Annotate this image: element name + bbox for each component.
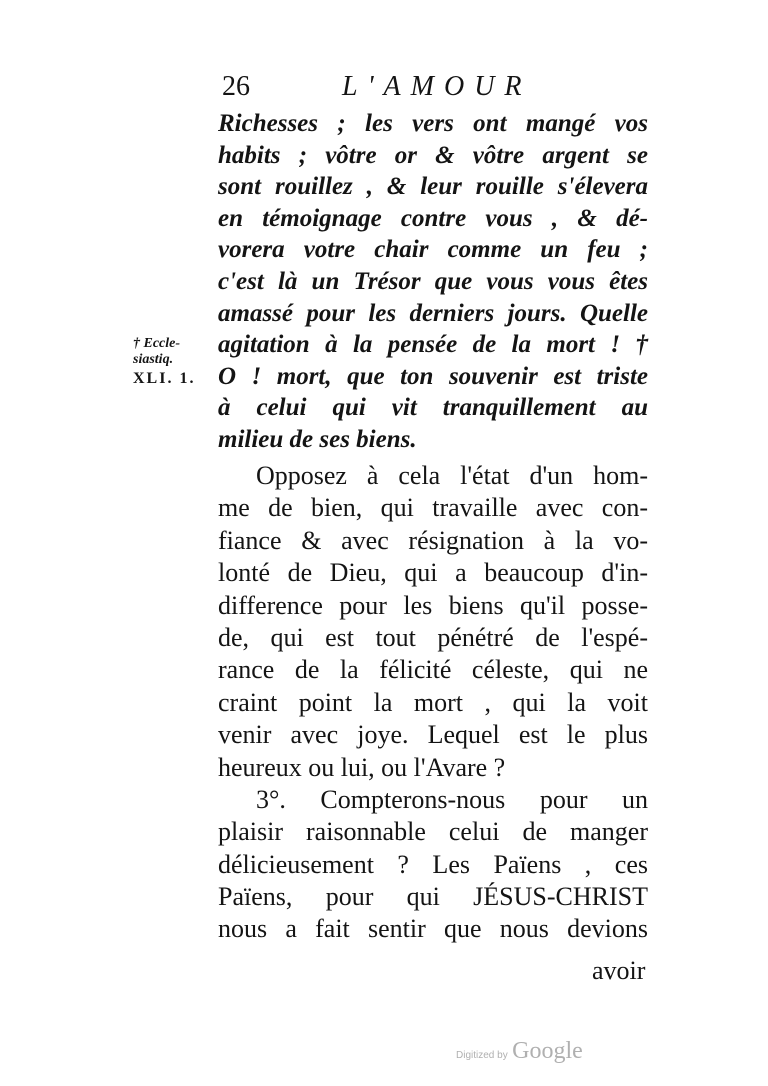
margin-note-line: XLI. 1. — [133, 370, 196, 387]
margin-note-line: siastiq. — [133, 352, 174, 367]
text-line: Richesses ; les vers ont mangé vos — [218, 110, 648, 137]
running-title: L'AMOUR — [342, 71, 532, 102]
italic-quotation — [218, 108, 648, 456]
text-line: Païens, pour qui JÉSUS-CHRIST — [218, 882, 648, 912]
text-line: habits ; vôtre or & vôtre argent se — [218, 141, 648, 169]
digitized-label: Digitized by — [456, 1050, 508, 1061]
text-line: 3°. Compterons-nous pour un — [256, 784, 648, 814]
text-line: fiance & avec résignation à la vo- — [218, 525, 648, 555]
text-line: heureux ou lui, ou l'Avare ? — [218, 752, 506, 782]
text-line: agitation à la pensée de la mort ! † — [218, 331, 648, 359]
margin-note-line: † Eccle- — [133, 336, 181, 351]
text-line: craint point la mort , qui la voit — [218, 687, 648, 717]
text-line: rance de la félicité céleste, qui ne — [218, 655, 648, 685]
text-line: Opposez à cela l'état d'un hom- — [256, 461, 648, 490]
text-line: milieu de ses biens. — [218, 425, 417, 453]
text-line: plaisir raisonnable celui de manger — [218, 817, 648, 847]
text-line: lonté de Dieu, qui a beaucoup d'in- — [218, 558, 648, 588]
text-line: venir avec joye. Lequel est le plus — [218, 720, 648, 750]
text-line: vorera votre chair comme un feu ; — [218, 236, 648, 264]
text-line: O ! mort, que ton souvenir est triste — [218, 362, 648, 390]
text-line: de, qui est tout pénétré de l'espé- — [218, 622, 648, 652]
text-line: sont rouillez , & leur rouille s'élevera — [218, 173, 648, 201]
text-line: amassé pour les derniers jours. Quelle — [218, 299, 648, 327]
text-line: me de bien, qui travaille avec con- — [218, 493, 648, 523]
text-line: en témoignage contre vous , & dé- — [218, 204, 648, 232]
text-line: à celui qui vit tranquillement au — [218, 394, 648, 422]
text-line: difference pour les biens qu'il posse- — [218, 590, 648, 620]
page-number: 26 — [222, 71, 250, 102]
google-logo: Google — [512, 1038, 583, 1064]
body-text — [218, 460, 648, 946]
text-line: c'est là un Trésor que vous vous êtes — [218, 267, 648, 295]
digitized-watermark — [456, 1038, 583, 1065]
catchword: avoir — [592, 956, 646, 985]
text-line: nous a fait sentir que nous devions — [218, 914, 648, 944]
text-line: délicieusement ? Les Païens , ces — [218, 849, 648, 879]
margin-reference — [133, 336, 213, 387]
